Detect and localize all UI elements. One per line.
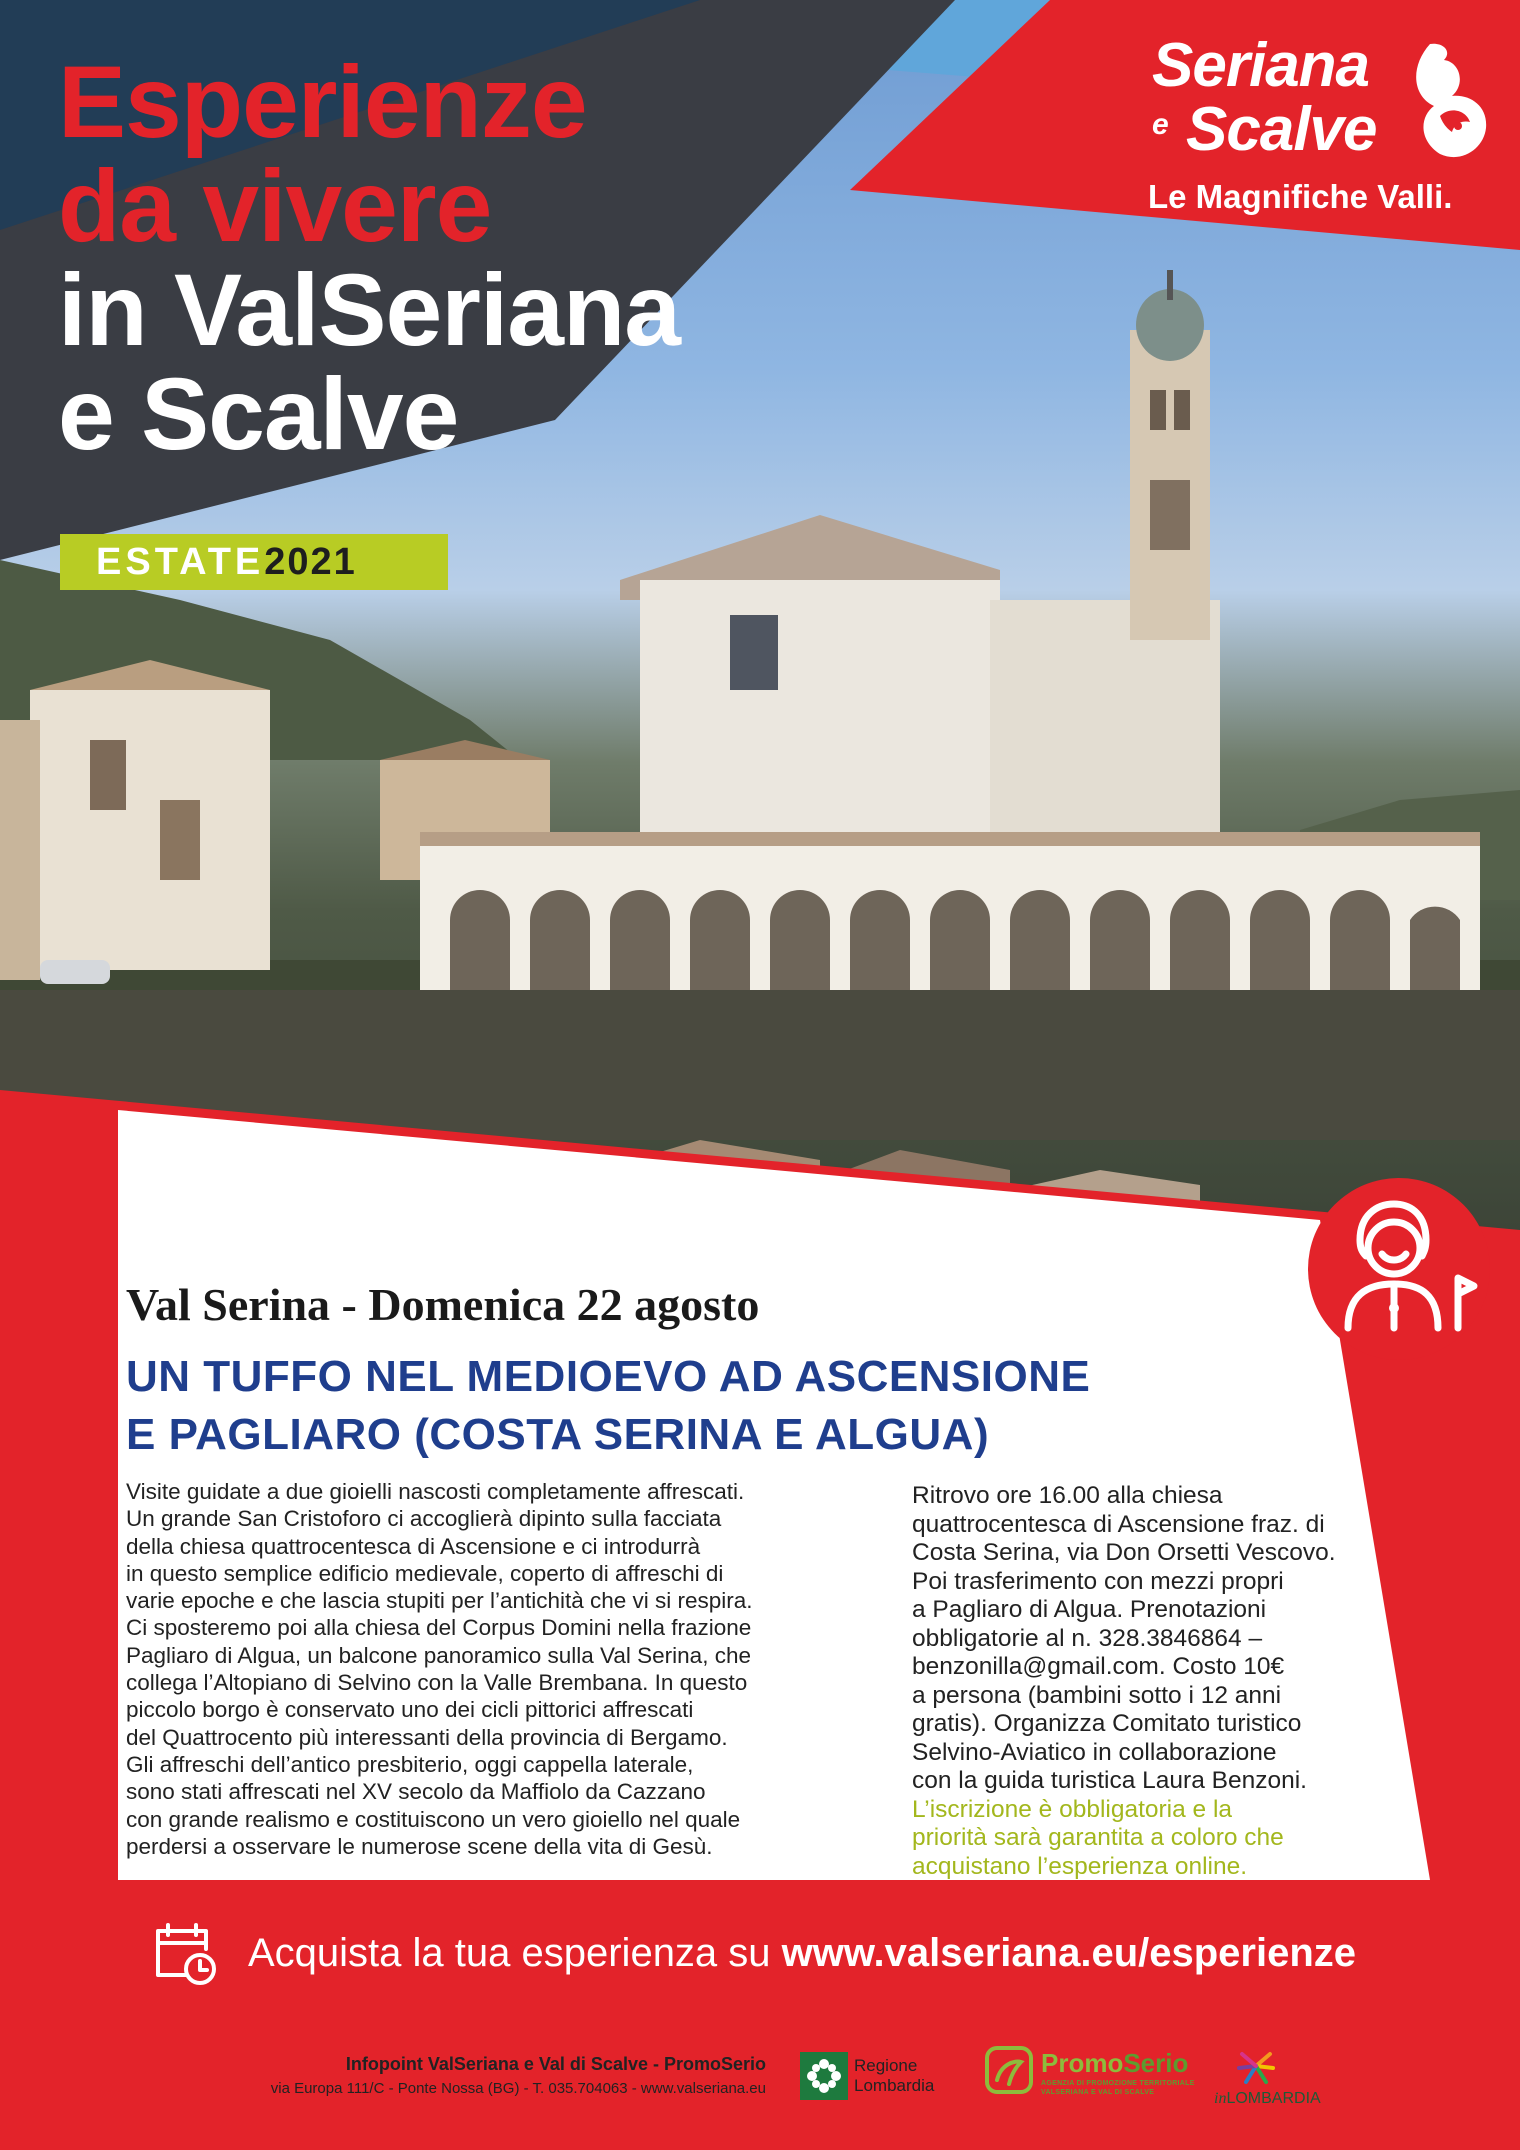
inlombardia-wordmark: [1214, 2090, 1321, 2108]
info-line: Costa Serina, via Don Orsetti Vescovo.: [912, 1539, 1336, 1566]
info-line: quattrocentesca di Ascensione fraz. di: [912, 1510, 1325, 1538]
promoserio-part-2: Serio: [1123, 2048, 1189, 2078]
logo-tagline: Le Magnifiche Valli.: [1148, 178, 1453, 215]
logo-word-e: e: [1152, 108, 1169, 141]
description-line: con grande realismo e costituiscono un vero gioiello nel quale: [126, 1806, 741, 1832]
info-text: [912, 1482, 1382, 1796]
description-line: collega l’Altopiano di Selvino con la Valle Brembana. In questo: [126, 1670, 748, 1696]
season-year: 2021: [264, 541, 357, 583]
season-label: ESTATE: [96, 541, 265, 583]
calendar-clock-icon: [150, 1919, 220, 1989]
poster-title: [58, 45, 681, 471]
promoserio-icon: [985, 2046, 1033, 2096]
banner-text: [248, 1905, 1356, 2001]
regione-line-2: Lombardia: [854, 2076, 935, 2095]
guide-person-icon: [1308, 1178, 1490, 1360]
info-line: Selvino-Aviatico in collaborazione: [912, 1738, 1277, 1766]
note-line: L’iscrizione è obbligatoria e la: [912, 1795, 1233, 1823]
registration-note: [912, 1796, 1382, 1882]
description-line: del Quattrocento più interessanti della provincia di Bergamo.: [126, 1724, 728, 1750]
inlombardia-part-1: in: [1214, 2090, 1227, 2107]
description-line: varie epoche e che lascia stupiti per l’antichità che vi si respira.: [126, 1588, 753, 1614]
title-line-4: e Scalve: [58, 357, 459, 471]
banner-url-link[interactable]: www.valseriana.eu/esperienze: [781, 1931, 1357, 1975]
event-info: [912, 1482, 1382, 1881]
regione-line-1: Regione: [854, 2056, 918, 2075]
info-line: con la guida turistica Laura Benzoni.: [912, 1767, 1307, 1794]
purchase-banner[interactable]: [126, 1905, 1400, 2001]
description-line: Pagliaro di Algua, un balcone panoramico sulla Val Serina, che: [126, 1642, 751, 1668]
info-line: Poi trasferimento con mezzi propri: [912, 1567, 1284, 1595]
description-line: perdersi a osservare le numerose scene della vita di Gesù.: [126, 1833, 713, 1859]
info-line: benzonilla@gmail.com. Costo 10€: [912, 1653, 1285, 1680]
regione-lombardia-icon: [800, 2052, 848, 2100]
event-description: [126, 1478, 896, 1860]
seriana-scalve-logo: [1140, 30, 1500, 230]
title-line-2: da vivere: [58, 149, 492, 263]
description-line: Gli affreschi dell’antico presbiterio, oggi cappella laterale,: [126, 1751, 694, 1777]
info-line: obbligatorie al n. 328.3846864 –: [912, 1624, 1263, 1652]
description-line: sono stati affrescati nel XV secolo da Maffiolo da Cazzano: [126, 1779, 706, 1805]
inlombardia-star-icon: [1236, 2046, 1276, 2086]
event-title: [126, 1348, 1090, 1464]
promoserio-sub-2: VALSERIANA E VAL DI SCALVE: [1041, 2089, 1155, 2096]
logo-word-scalve: Scalve: [1186, 95, 1377, 164]
description-line: piccolo borgo è conservato uno dei cicli pittorici affrescati: [126, 1697, 694, 1723]
description-line: Ci sposteremo poi alla chiesa del Corpus Domini nella frazione: [126, 1615, 752, 1641]
footer-address: via Europa 111/C - Ponte Nossa (BG) - T. 035.704063 - www.valseriana.eu: [270, 2080, 766, 2097]
event-subtitle: Val Serina - Domenica 22 agosto: [126, 1279, 760, 1330]
description-line: della chiesa quattrocentesca di Ascensione e ci introdurrà: [126, 1533, 701, 1559]
promoserio-sub-1: AGENZIA DI PROMOZIONE TERRITORIALE: [1041, 2080, 1195, 2087]
info-line: Ritrovo ore 16.00 alla chiesa: [912, 1482, 1223, 1509]
promoserio-wordmark: [1041, 2048, 1188, 2079]
event-title-line-2: E PAGLIARO (COSTA SERINA E ALGUA): [126, 1410, 990, 1459]
season-badge: [60, 534, 448, 590]
info-line: a persona (bambini sotto i 12 anni: [912, 1681, 1282, 1709]
info-line: gratis). Organizza Comitato turistico: [912, 1710, 1302, 1737]
note-line: priorità sarà garantita a coloro che: [912, 1824, 1284, 1851]
fox-logo-icon: [1400, 36, 1490, 166]
note-line: acquistano l’esperienza online.: [912, 1852, 1248, 1880]
banner-prefix: Acquista la tua esperienza su: [248, 1931, 782, 1975]
inlombardia-part-2: LOMBARDIA: [1226, 2090, 1321, 2107]
footer-contact: [160, 2052, 766, 2102]
description-line: in questo semplice edificio medievale, coperto di affreschi di: [126, 1560, 724, 1586]
footer-org: Infopoint ValSeriana e Val di Scalve - PromoSerio: [345, 2054, 766, 2074]
event-title-line-1: UN TUFFO NEL MEDIOEVO AD ASCENSIONE: [126, 1352, 1091, 1401]
description-line: Visite guidate a due gioielli nascosti completamente affrescati.: [126, 1479, 745, 1504]
logo-word-seriana: Seriana: [1152, 31, 1370, 100]
title-line-3: in ValSeriana: [58, 253, 681, 367]
info-line: a Pagliaro di Algua. Prenotazioni: [912, 1596, 1267, 1623]
description-line: Un grande San Cristoforo ci accoglierà dipinto sulla facciata: [126, 1506, 722, 1532]
promoserio-part-1: Promo: [1041, 2048, 1124, 2078]
title-line-1: Esperienze: [58, 45, 587, 159]
